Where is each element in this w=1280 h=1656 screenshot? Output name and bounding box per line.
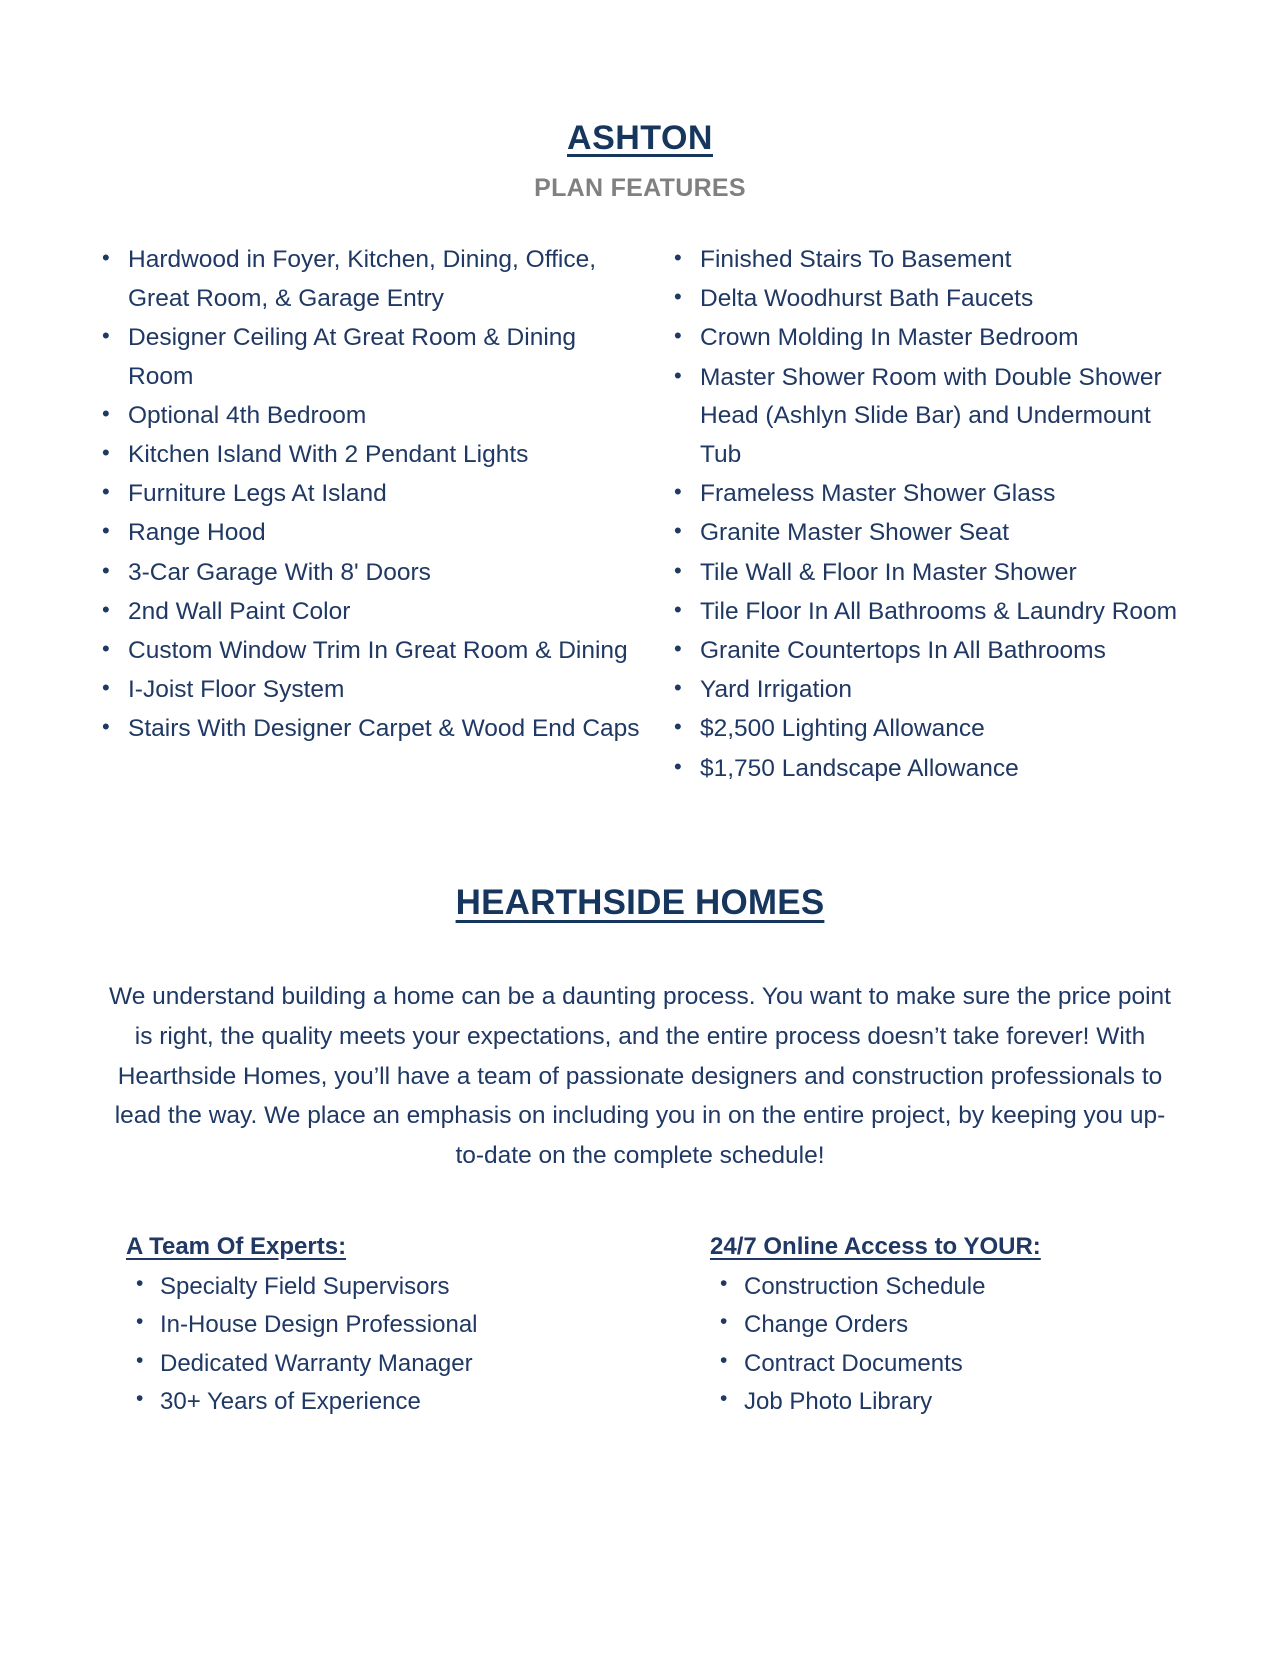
list-item: • Designer Ceiling At Great Room & Dining Room xyxy=(96,319,642,396)
plan-features-right-column xyxy=(642,241,1188,789)
experts-column xyxy=(110,1231,649,1422)
list-item: • Frameless Master Shower Glass xyxy=(668,475,1188,514)
list-item: • Contract Documents xyxy=(694,1345,1188,1383)
list-item: • $1,750 Landscape Allowance xyxy=(668,750,1188,789)
list-item: • Hardwood in Foyer, Kitchen, Dining, Office, Great Room, & Garage Entry xyxy=(96,241,642,318)
plan-features-left-column xyxy=(96,241,642,789)
feature-list-right xyxy=(668,241,1188,788)
list-item: • Tile Floor In All Bathrooms & Laundry Room xyxy=(668,593,1188,632)
list-item: • Job Photo Library xyxy=(694,1383,1188,1421)
list-item: • Change Orders xyxy=(694,1306,1188,1344)
list-item: • Stairs With Designer Carpet & Wood End Caps xyxy=(96,710,642,749)
list-item: • Range Hood xyxy=(96,514,642,553)
page-title: ASHTON xyxy=(567,119,713,157)
company-title: HEARTHSIDE HOMES xyxy=(455,882,825,922)
list-item: • Dedicated Warranty Manager xyxy=(110,1345,649,1383)
list-item: • 30+ Years of Experience xyxy=(110,1383,649,1421)
list-item: • In-House Design Professional xyxy=(110,1306,649,1344)
list-item: • Crown Molding In Master Bedroom xyxy=(668,319,1188,358)
online-access-list xyxy=(694,1268,1188,1422)
list-item: • I-Joist Floor System xyxy=(96,671,642,710)
list-item: • Custom Window Trim In Great Room & Dining xyxy=(96,632,642,671)
list-item: • $2,500 Lighting Allowance xyxy=(668,710,1188,749)
list-item: • Kitchen Island With 2 Pendant Lights xyxy=(96,436,642,475)
list-item: • Yard Irrigation xyxy=(668,671,1188,710)
list-item: • 2nd Wall Paint Color xyxy=(96,593,642,632)
list-item: • Construction Schedule xyxy=(694,1268,1188,1306)
list-item: • Optional 4th Bedroom xyxy=(96,397,642,436)
online-access-column xyxy=(649,1231,1188,1422)
list-item: • Tile Wall & Floor In Master Shower xyxy=(668,554,1188,593)
experts-list xyxy=(110,1268,649,1422)
list-item: • Granite Countertops In All Bathrooms xyxy=(668,632,1188,671)
list-item: • Delta Woodhurst Bath Faucets xyxy=(668,280,1188,319)
list-item: • 3-Car Garage With 8' Doors xyxy=(96,554,642,593)
plan-features-columns xyxy=(0,241,1280,789)
list-item: • Master Shower Room with Double Shower Head (Ashlyn Slide Bar) and Undermount Tub xyxy=(668,359,1188,475)
list-item: • Specialty Field Supervisors xyxy=(110,1268,649,1306)
page-subtitle: PLAN FEATURES xyxy=(534,174,746,203)
list-item: • Furniture Legs At Island xyxy=(96,475,642,514)
list-item: • Finished Stairs To Basement xyxy=(668,241,1188,280)
company-intro-paragraph: We understand building a home can be a daunting process. You want to make sure the price point is right, the quality meets your expectations, and the entire process doesn’t take forever! With Hearthside Homes, you’ll have a team of passionate designers and construction professionals to lead the way. We place an emphasis on including you in on the entire project, by keeping you up-to-date on the complete schedule! xyxy=(109,983,1171,1169)
bottom-columns xyxy=(0,1231,1280,1422)
list-item: • Granite Master Shower Seat xyxy=(668,514,1188,553)
online-access-heading: 24/7 Online Access to YOUR: xyxy=(710,1232,1041,1260)
feature-list-left xyxy=(96,241,642,749)
experts-heading: A Team Of Experts: xyxy=(126,1232,347,1260)
